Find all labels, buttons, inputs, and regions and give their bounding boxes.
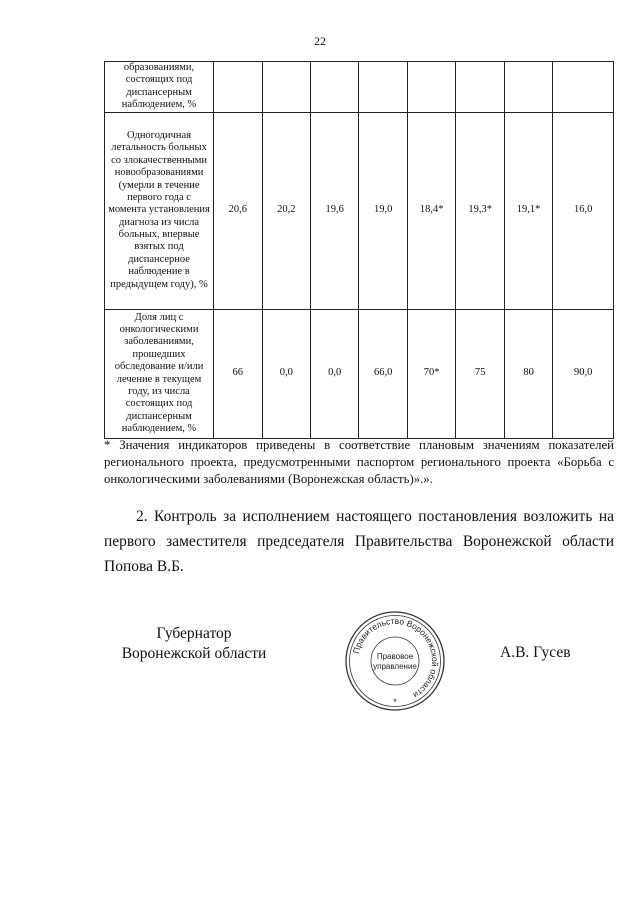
signer-title-line: Воронежской области xyxy=(121,645,267,663)
signer-name: А.В. Гусев xyxy=(500,644,571,661)
table-cell: 66,0 xyxy=(359,309,407,438)
signer-title xyxy=(104,624,284,664)
table-cell: 75 xyxy=(456,309,504,438)
row-label: Одногодичная летальность больных со злокачественными новообразованиями (умерли в течение первого года с момента установления диагноза из числа больных, впервые взятых под диспансерное наблюдение в предыдущем году), % xyxy=(105,112,214,309)
footnote: * Значения индикаторов приведены в соответствие плановым значениям показателей регионального проекта, предусмотренными паспортом регионального проекта «Борьба с онкологическими заболеваниями (Воронежская область)».». xyxy=(104,438,614,487)
table-cell: 18,4* xyxy=(407,112,455,309)
signer-title-line: Губернатор xyxy=(156,625,232,642)
stamp-center-line: управление xyxy=(373,662,417,671)
table-cell: 19,1* xyxy=(504,112,552,309)
official-stamp xyxy=(343,609,447,713)
stamp-outer-ring xyxy=(346,612,444,710)
table-cell: 0,0 xyxy=(311,309,359,438)
table-cell: 19,6 xyxy=(311,112,359,309)
table-cell: 16,0 xyxy=(553,112,614,309)
table-cell xyxy=(311,62,359,113)
table-cell xyxy=(504,62,552,113)
row-label: Доля лиц с онкологическими заболеваниями, прошедших обследование и/или лечение в текущем году, из числа состоящих под диспансерным наблюдением, % xyxy=(105,309,214,438)
table-cell xyxy=(553,62,614,113)
table-cell xyxy=(214,62,262,113)
table-row xyxy=(105,112,614,309)
table-cell: 0,0 xyxy=(262,309,310,438)
table-cell: 19,3* xyxy=(456,112,504,309)
table-cell xyxy=(359,62,407,113)
table-cell: 80 xyxy=(504,309,552,438)
table-cell xyxy=(456,62,504,113)
table-cell xyxy=(407,62,455,113)
stamp-ring-text: Правительство Воронежской области xyxy=(350,615,441,701)
stamp-star-icon: * xyxy=(393,697,397,707)
table-row xyxy=(105,309,614,438)
stamp-center-line: Правовое xyxy=(376,652,414,661)
table-row xyxy=(105,62,614,113)
table-cell: 20,2 xyxy=(262,112,310,309)
table-cell: 66 xyxy=(214,309,262,438)
table-cell xyxy=(262,62,310,113)
page-number: 22 xyxy=(314,34,326,48)
clause-2: 2. Контроль за исполнением настоящего постановления возложить на первого заместителя председателя Правительства Воронежской области Попова В.Б. xyxy=(104,508,614,576)
indicators-table xyxy=(104,61,614,439)
row-label: образованиями, состоящих под диспансерным наблюдением, % xyxy=(105,62,214,113)
table-cell: 70* xyxy=(407,309,455,438)
table-cell: 19,0 xyxy=(359,112,407,309)
table-cell: 90,0 xyxy=(553,309,614,438)
table-cell: 20,6 xyxy=(214,112,262,309)
stamp-inner-ring xyxy=(371,637,419,685)
stamp-ring xyxy=(350,616,441,707)
